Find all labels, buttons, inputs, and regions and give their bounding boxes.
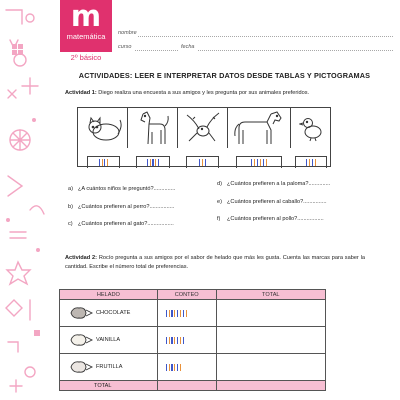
tally-mark [107, 159, 108, 166]
tally-mark [205, 159, 206, 166]
dog-icon [136, 110, 170, 146]
tally-mark [306, 159, 307, 166]
tally-mark [102, 159, 103, 166]
question-text: ¿Cuántos prefieren al caballo?............... [227, 199, 327, 205]
flavor-label: FRUTILLA [96, 364, 123, 370]
tally-mark [180, 364, 181, 371]
question-b[interactable] [68, 204, 174, 210]
chick-icon [299, 116, 325, 142]
nombre-field[interactable] [138, 36, 393, 37]
question-letter: a) [68, 186, 73, 192]
fecha-label: fecha [181, 44, 195, 50]
tally-horse [236, 156, 282, 168]
tally-mark [186, 310, 187, 317]
tally-mark [150, 159, 151, 166]
math-doodles-icon [0, 0, 52, 400]
sidebar-doodles [0, 0, 52, 400]
tally-chick [295, 156, 327, 168]
activity2-instructions [65, 254, 365, 271]
horse-icon [233, 110, 285, 146]
dove-icon [183, 111, 223, 145]
question-letter: b) [68, 204, 73, 210]
tally-mark [174, 364, 175, 371]
pictogram-cell-horse [228, 108, 291, 148]
tally-mark [257, 159, 258, 166]
question-letter: c) [68, 221, 73, 227]
tally-mark [171, 364, 172, 371]
tally-mark [171, 310, 172, 317]
tally-mark [166, 364, 167, 371]
table-header-row [60, 290, 326, 300]
total-label: TOTAL [60, 381, 158, 391]
animal-pictogram [77, 107, 331, 167]
table-row [60, 327, 326, 354]
tally-marks [88, 159, 119, 177]
question-f[interactable] [217, 216, 324, 222]
question-text: ¿Cuántos prefieren al gato?................. [78, 221, 174, 227]
tally-mark [166, 310, 167, 317]
question-letter: e) [217, 199, 222, 205]
tally-marks [165, 310, 216, 317]
total-input-cell[interactable] [216, 300, 325, 327]
tally-marks [165, 364, 216, 371]
pictogram-cell-dog [128, 108, 178, 148]
tally-mark [155, 159, 156, 166]
total-input-cell[interactable] [216, 327, 325, 354]
total-conteo-cell [157, 381, 216, 391]
question-text: ¿Cuántos prefieren al pollo?................. [227, 216, 324, 222]
curso-label: curso [118, 44, 132, 50]
tally-mark [174, 337, 175, 344]
vanilla-cone-icon [69, 333, 93, 347]
tally-cell [157, 354, 216, 381]
flavor-label: CHOCOLATE [96, 310, 131, 316]
question-text: ¿A cuántos niños le preguntó?.............. [78, 186, 176, 192]
strawberry-cone-icon [69, 360, 93, 374]
tally-mark [147, 159, 148, 166]
tally-mark [180, 310, 181, 317]
tally-mark [266, 159, 267, 166]
tally-marks [187, 159, 218, 177]
curso-field[interactable] [135, 50, 178, 51]
ice-cream-table [59, 289, 326, 391]
grade-label: 2º básico [70, 53, 102, 62]
tally-cat [87, 156, 120, 168]
tally-marks [237, 159, 281, 177]
tally-mark [263, 159, 264, 166]
question-letter: d) [217, 181, 222, 187]
tally-mark [158, 159, 159, 166]
tally-mark [166, 337, 167, 344]
table-total-row [60, 381, 326, 391]
question-e[interactable] [217, 199, 327, 205]
tally-mark [260, 159, 261, 166]
table-row [60, 354, 326, 381]
tally-mark [315, 159, 316, 166]
flavor-cell [60, 354, 158, 381]
question-a[interactable] [68, 186, 175, 192]
tally-mark [312, 159, 313, 166]
tally-dove [186, 156, 219, 168]
question-letter: f) [217, 216, 221, 222]
tally-mark [177, 310, 178, 317]
nombre-label: nombre [118, 30, 137, 36]
tally-dog [136, 156, 170, 168]
header-helado: HELADO [60, 290, 158, 300]
tally-mark [177, 337, 178, 344]
tally-cell [157, 327, 216, 354]
fecha-field[interactable] [198, 50, 393, 51]
tally-mark [180, 337, 181, 344]
logo-letter: m [70, 0, 102, 33]
question-d[interactable] [217, 181, 330, 187]
tally-mark [309, 159, 310, 166]
subject-logo [60, 0, 112, 52]
activity1-text: Diego realiza una encuesta a sus amigos y les pregunta por sus animales preferidos. [98, 90, 310, 96]
tally-mark [254, 159, 255, 166]
activity2-text: Rocío pregunta a sus amigos por el sabor de helado que más les gusta. Cuenta las marcas para saber la cantidad. Escribe el número total de preferencias. [65, 255, 365, 270]
header-total: TOTAL [216, 290, 325, 300]
tally-mark [152, 159, 153, 166]
tally-marks [165, 337, 216, 344]
tally-mark [169, 337, 170, 344]
tally-mark [169, 310, 170, 317]
total-input-cell[interactable] [216, 354, 325, 381]
pictogram-cell-cat [78, 108, 128, 148]
tally-marks [296, 159, 326, 177]
cat-icon [84, 116, 124, 142]
pictogram-cell-chick [291, 108, 332, 148]
tally-mark [251, 159, 252, 166]
question-c[interactable] [68, 221, 174, 227]
chocolate-cone-icon [69, 306, 93, 320]
tally-mark [183, 337, 184, 344]
tally-mark [171, 337, 172, 344]
flavor-cell [60, 300, 158, 327]
tally-mark [199, 159, 200, 166]
question-text: ¿Cuántos prefieren a la paloma?.............. [227, 181, 331, 187]
tally-mark [99, 159, 100, 166]
question-text: ¿Cuántos prefieren al perro?................ [78, 204, 175, 210]
tally-mark [183, 310, 184, 317]
table-row [60, 300, 326, 327]
flavor-cell [60, 327, 158, 354]
tally-marks [137, 159, 169, 177]
tally-mark [174, 310, 175, 317]
logo-subject: matemática [66, 32, 106, 41]
tally-mark [177, 364, 178, 371]
tally-cell [157, 300, 216, 327]
header-conteo: CONTEO [157, 290, 216, 300]
worksheet-title: ACTIVIDADES: LEER E INTERPRETAR DATOS DESDE TABLAS Y PICTOGRAMAS [78, 71, 371, 80]
tally-mark [169, 364, 170, 371]
activity1-label: Actividad 1: [65, 90, 97, 96]
activity1-instructions [65, 89, 365, 98]
tally-mark [202, 159, 203, 166]
activity2-label: Actividad 2: [65, 255, 97, 261]
tally-mark [104, 159, 105, 166]
grand-total-input-cell[interactable] [216, 381, 325, 391]
flavor-label: VAINILLA [96, 337, 121, 343]
pictogram-cell-dove [178, 108, 228, 148]
